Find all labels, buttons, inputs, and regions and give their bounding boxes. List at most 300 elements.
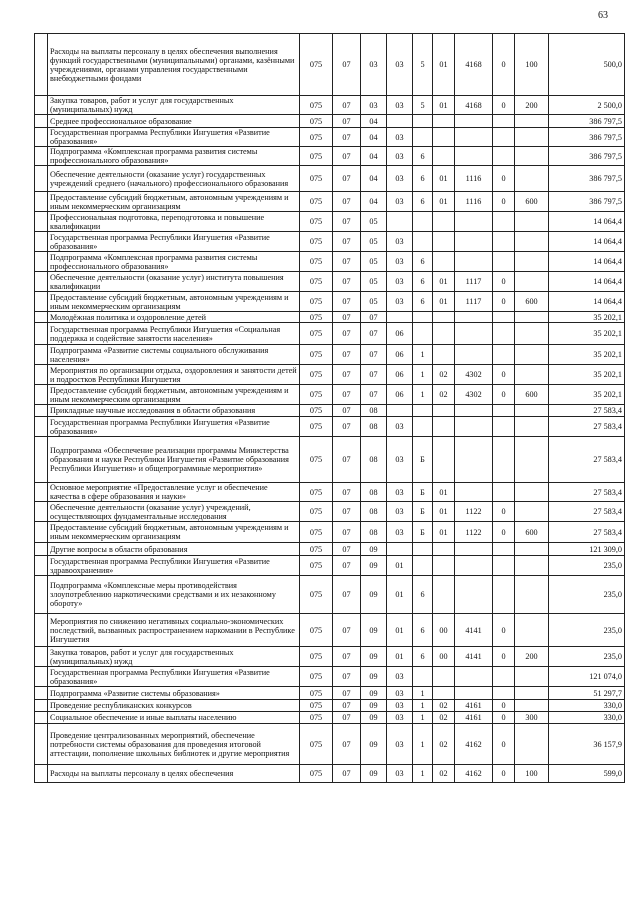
code-cell-c5: 1: [413, 385, 433, 405]
code-cell-c5: Б: [413, 483, 433, 502]
table-row: [35, 556, 625, 576]
table-row: [35, 667, 625, 687]
amount-cell: 14 064,4: [549, 272, 625, 292]
code-cell-c1: 075: [300, 272, 333, 292]
code-cell-c8: [493, 556, 515, 576]
amount-cell: 235,0: [549, 647, 625, 667]
code-cell-c2: 07: [333, 272, 361, 292]
code-cell-c5: [413, 543, 433, 556]
code-cell-c6: [433, 576, 455, 614]
code-cell-c3: 09: [361, 647, 387, 667]
code-cell-c8: [493, 128, 515, 147]
code-cell-c2: 07: [333, 34, 361, 96]
amount-cell: 35 202,1: [549, 365, 625, 385]
amount-cell: 27 583,4: [549, 437, 625, 483]
code-cell-c1: 075: [300, 292, 333, 312]
code-cell-c1: 075: [300, 522, 333, 543]
code-cell-c1: 075: [300, 96, 333, 115]
code-cell-c3: 04: [361, 128, 387, 147]
code-cell-c7: 4168: [455, 34, 493, 96]
amount-cell: 27 583,4: [549, 483, 625, 502]
table-row: [35, 252, 625, 272]
code-cell-c5: [413, 212, 433, 232]
code-cell-c2: 07: [333, 687, 361, 700]
table-row: [35, 614, 625, 647]
table-row: [35, 365, 625, 385]
table-row: [35, 765, 625, 783]
code-cell-c8: [493, 483, 515, 502]
code-cell-c7: [455, 437, 493, 483]
expense-name-cell: Предоставление субсидий бюджетным, автономным учреждениям и иным некоммерческим организациям: [48, 385, 300, 405]
expense-name-cell: Государственная программа Республики Ингушетия «Развитие образования»: [48, 232, 300, 252]
amount-cell: 14 064,4: [549, 232, 625, 252]
code-cell-c7: [455, 483, 493, 502]
code-cell-c8: 0: [493, 385, 515, 405]
code-cell-c5: 6: [413, 647, 433, 667]
code-cell-c9: [515, 272, 549, 292]
code-cell-c4: 03: [387, 712, 413, 724]
code-cell-c7: [455, 312, 493, 323]
code-cell-c4: 03: [387, 687, 413, 700]
code-cell-c5: [413, 556, 433, 576]
code-cell-c5: Б: [413, 502, 433, 522]
expense-name-cell: Основное мероприятие «Предоставление услуг и обеспечение качества в сфере образования и науки»: [48, 483, 300, 502]
code-cell-c8: 0: [493, 647, 515, 667]
code-cell-c2: 07: [333, 147, 361, 166]
code-cell-c1: 075: [300, 147, 333, 166]
table-row: [35, 292, 625, 312]
code-cell-c9: [515, 312, 549, 323]
code-cell-c2: 07: [333, 502, 361, 522]
table-row: [35, 385, 625, 405]
code-cell-c6: [433, 405, 455, 417]
table-row: [35, 405, 625, 417]
code-cell-c6: [433, 147, 455, 166]
code-cell-c3: 08: [361, 502, 387, 522]
code-cell-c4: [387, 212, 413, 232]
code-cell-c1: 075: [300, 576, 333, 614]
code-cell-c6: 02: [433, 724, 455, 765]
amount-cell: 27 583,4: [549, 522, 625, 543]
table-row: [35, 147, 625, 166]
row-margin-cell: [35, 437, 48, 483]
code-cell-c1: 075: [300, 712, 333, 724]
expense-name-cell: Другие вопросы в области образования: [48, 543, 300, 556]
code-cell-c3: 09: [361, 687, 387, 700]
code-cell-c1: 075: [300, 543, 333, 556]
table-row: [35, 576, 625, 614]
code-cell-c9: [515, 323, 549, 345]
code-cell-c5: 5: [413, 34, 433, 96]
code-cell-c2: 07: [333, 543, 361, 556]
expense-name-cell: Государственная программа Республики Ингушетия «Развитие образования»: [48, 128, 300, 147]
row-margin-cell: [35, 614, 48, 647]
amount-cell: 35 202,1: [549, 345, 625, 365]
code-cell-c2: 07: [333, 166, 361, 192]
code-cell-c2: 07: [333, 212, 361, 232]
code-cell-c1: 075: [300, 556, 333, 576]
table-row: [35, 96, 625, 115]
table-row: [35, 483, 625, 502]
amount-cell: 386 797,5: [549, 115, 625, 128]
code-cell-c4: 03: [387, 147, 413, 166]
code-cell-c5: [413, 115, 433, 128]
code-cell-c4: 03: [387, 724, 413, 765]
code-cell-c3: 03: [361, 34, 387, 96]
code-cell-c7: [455, 147, 493, 166]
code-cell-c3: 08: [361, 437, 387, 483]
code-cell-c6: 02: [433, 765, 455, 783]
code-cell-c3: 04: [361, 147, 387, 166]
expense-name-cell: Проведение централизованных мероприятий, обеспечение потребности системы образования для проведения итоговой аттестации, пополнение школьных библиотек и другие мероприятия: [48, 724, 300, 765]
code-cell-c7: 1116: [455, 192, 493, 212]
table-row: [35, 437, 625, 483]
code-cell-c8: [493, 437, 515, 483]
code-cell-c8: 0: [493, 712, 515, 724]
code-cell-c4: 03: [387, 34, 413, 96]
code-cell-c7: 4302: [455, 385, 493, 405]
code-cell-c7: [455, 405, 493, 417]
code-cell-c6: [433, 252, 455, 272]
code-cell-c1: 075: [300, 405, 333, 417]
code-cell-c8: 0: [493, 765, 515, 783]
code-cell-c1: 075: [300, 614, 333, 647]
table-row: [35, 417, 625, 437]
code-cell-c4: 03: [387, 502, 413, 522]
expense-name-cell: Подпрограмма «Комплексные меры противодействия злоупотреблению наркотическими средствами и их незаконному обороту»: [48, 576, 300, 614]
code-cell-c4: 03: [387, 166, 413, 192]
code-cell-c3: 07: [361, 365, 387, 385]
code-cell-c8: [493, 417, 515, 437]
code-cell-c7: [455, 128, 493, 147]
code-cell-c4: 06: [387, 385, 413, 405]
expense-name-cell: Профессиональная подготовка, переподготовка и повышение квалификации: [48, 212, 300, 232]
code-cell-c8: [493, 405, 515, 417]
code-cell-c1: 075: [300, 166, 333, 192]
code-cell-c3: 09: [361, 667, 387, 687]
code-cell-c3: 09: [361, 712, 387, 724]
code-cell-c2: 07: [333, 115, 361, 128]
code-cell-c3: 09: [361, 724, 387, 765]
code-cell-c9: [515, 252, 549, 272]
expense-name-cell: Среднее профессиональное образование: [48, 115, 300, 128]
amount-cell: 386 797,5: [549, 192, 625, 212]
code-cell-c7: [455, 252, 493, 272]
code-cell-c5: 1: [413, 700, 433, 712]
code-cell-c7: [455, 687, 493, 700]
code-cell-c6: 01: [433, 96, 455, 115]
code-cell-c8: [493, 667, 515, 687]
code-cell-c3: 09: [361, 576, 387, 614]
row-margin-cell: [35, 365, 48, 385]
code-cell-c2: 07: [333, 667, 361, 687]
code-cell-c3: 09: [361, 543, 387, 556]
code-cell-c4: 01: [387, 556, 413, 576]
code-cell-c8: [493, 252, 515, 272]
amount-cell: 386 797,5: [549, 166, 625, 192]
expense-name-cell: Расходы на выплаты персоналу в целях обеспечения: [48, 765, 300, 783]
code-cell-c1: 075: [300, 502, 333, 522]
code-cell-c2: 07: [333, 614, 361, 647]
code-cell-c1: 075: [300, 345, 333, 365]
code-cell-c5: [413, 128, 433, 147]
code-cell-c8: [493, 312, 515, 323]
code-cell-c8: [493, 345, 515, 365]
code-cell-c9: [515, 147, 549, 166]
amount-cell: 35 202,1: [549, 323, 625, 345]
code-cell-c5: [413, 312, 433, 323]
expense-name-cell: Государственная программа Республики Ингушетия «Развитие образования»: [48, 417, 300, 437]
code-cell-c7: 4161: [455, 712, 493, 724]
code-cell-c4: 03: [387, 192, 413, 212]
code-cell-c4: 01: [387, 576, 413, 614]
row-margin-cell: [35, 647, 48, 667]
code-cell-c4: 03: [387, 522, 413, 543]
row-margin-cell: [35, 556, 48, 576]
table-row: [35, 700, 625, 712]
table-row: [35, 312, 625, 323]
code-cell-c7: [455, 212, 493, 232]
code-cell-c2: 07: [333, 712, 361, 724]
code-cell-c9: [515, 576, 549, 614]
code-cell-c7: 1117: [455, 292, 493, 312]
code-cell-c6: 01: [433, 166, 455, 192]
code-cell-c2: 07: [333, 345, 361, 365]
code-cell-c7: 4161: [455, 700, 493, 712]
code-cell-c8: 0: [493, 365, 515, 385]
code-cell-c1: 075: [300, 667, 333, 687]
code-cell-c4: 01: [387, 614, 413, 647]
code-cell-c5: 1: [413, 724, 433, 765]
code-cell-c5: 6: [413, 147, 433, 166]
code-cell-c2: 07: [333, 96, 361, 115]
code-cell-c6: 02: [433, 365, 455, 385]
code-cell-c7: 1122: [455, 502, 493, 522]
code-cell-c7: 4302: [455, 365, 493, 385]
expense-name-cell: Подпрограмма «Развитие системы образования»: [48, 687, 300, 700]
expense-name-cell: Расходы на выплаты персоналу в целях обеспечения выполнения функций государственными (муниципальными) органами, казёнными учреждениями, органами управления государственными внебюджетными фондами: [48, 34, 300, 96]
code-cell-c4: 03: [387, 252, 413, 272]
expense-name-cell: Государственная программа Республики Ингушетия «Развитие образования»: [48, 667, 300, 687]
amount-cell: 27 583,4: [549, 502, 625, 522]
row-margin-cell: [35, 212, 48, 232]
amount-cell: 235,0: [549, 556, 625, 576]
expense-name-cell: Молодёжная политика и оздоровление детей: [48, 312, 300, 323]
code-cell-c8: 0: [493, 724, 515, 765]
code-cell-c6: 01: [433, 192, 455, 212]
expense-name-cell: Закупка товаров, работ и услуг для государственных (муниципальных) нужд: [48, 647, 300, 667]
code-cell-c6: 02: [433, 712, 455, 724]
expense-name-cell: Обеспечение деятельности (оказание услуг) государственных учреждений среднего (начального) профессионального образования: [48, 166, 300, 192]
row-margin-cell: [35, 724, 48, 765]
code-cell-c5: 1: [413, 365, 433, 385]
code-cell-c2: 07: [333, 192, 361, 212]
code-cell-c1: 075: [300, 765, 333, 783]
code-cell-c8: 0: [493, 192, 515, 212]
code-cell-c6: [433, 556, 455, 576]
code-cell-c4: 03: [387, 417, 413, 437]
code-cell-c8: 0: [493, 166, 515, 192]
code-cell-c5: 6: [413, 252, 433, 272]
code-cell-c8: 0: [493, 34, 515, 96]
code-cell-c6: 00: [433, 647, 455, 667]
amount-cell: 14 064,4: [549, 212, 625, 232]
amount-cell: 386 797,5: [549, 128, 625, 147]
code-cell-c5: [413, 232, 433, 252]
expense-name-cell: Обеспечение деятельности (оказание услуг) учреждений, осуществляющих фундаментальные исследования: [48, 502, 300, 522]
expense-name-cell: Обеспечение деятельности (оказание услуг) института повышения квалификации: [48, 272, 300, 292]
row-margin-cell: [35, 192, 48, 212]
code-cell-c9: [515, 128, 549, 147]
expense-name-cell: Подпрограмма «Комплексная программа развития системы профессионального образования»: [48, 147, 300, 166]
code-cell-c5: [413, 323, 433, 345]
expense-name-cell: Социальное обеспечение и иные выплаты населению: [48, 712, 300, 724]
row-margin-cell: [35, 252, 48, 272]
expense-name-cell: Прикладные научные исследования в области образования: [48, 405, 300, 417]
code-cell-c4: [387, 312, 413, 323]
code-cell-c4: 03: [387, 292, 413, 312]
row-margin-cell: [35, 115, 48, 128]
row-margin-cell: [35, 147, 48, 166]
code-cell-c7: [455, 543, 493, 556]
code-cell-c9: 300: [515, 712, 549, 724]
code-cell-c7: [455, 232, 493, 252]
code-cell-c7: 1116: [455, 166, 493, 192]
expense-name-cell: Государственная программа Республики Ингушетия «Социальная поддержка и содействие занятости населения»: [48, 323, 300, 345]
code-cell-c9: 100: [515, 34, 549, 96]
code-cell-c6: 02: [433, 700, 455, 712]
code-cell-c3: 08: [361, 405, 387, 417]
code-cell-c3: 09: [361, 700, 387, 712]
code-cell-c6: [433, 437, 455, 483]
code-cell-c8: 0: [493, 700, 515, 712]
code-cell-c9: [515, 115, 549, 128]
code-cell-c8: [493, 115, 515, 128]
code-cell-c9: 200: [515, 647, 549, 667]
code-cell-c7: [455, 345, 493, 365]
row-margin-cell: [35, 128, 48, 147]
table-row: [35, 712, 625, 724]
amount-cell: 27 583,4: [549, 405, 625, 417]
code-cell-c3: 08: [361, 417, 387, 437]
amount-cell: 121 074,0: [549, 667, 625, 687]
code-cell-c9: [515, 687, 549, 700]
code-cell-c4: 03: [387, 667, 413, 687]
table-row: [35, 345, 625, 365]
table-row: [35, 166, 625, 192]
code-cell-c1: 075: [300, 647, 333, 667]
code-cell-c6: 02: [433, 385, 455, 405]
code-cell-c4: 01: [387, 647, 413, 667]
code-cell-c7: 1117: [455, 272, 493, 292]
code-cell-c5: 6: [413, 192, 433, 212]
code-cell-c3: 05: [361, 252, 387, 272]
code-cell-c7: [455, 556, 493, 576]
code-cell-c8: [493, 212, 515, 232]
amount-cell: 235,0: [549, 576, 625, 614]
code-cell-c5: 6: [413, 292, 433, 312]
code-cell-c4: 03: [387, 232, 413, 252]
code-cell-c8: [493, 687, 515, 700]
code-cell-c3: 07: [361, 345, 387, 365]
code-cell-c6: [433, 232, 455, 252]
code-cell-c8: [493, 323, 515, 345]
amount-cell: 599,0: [549, 765, 625, 783]
code-cell-c2: 07: [333, 576, 361, 614]
amount-cell: 2 500,0: [549, 96, 625, 115]
code-cell-c1: 075: [300, 115, 333, 128]
row-margin-cell: [35, 700, 48, 712]
code-cell-c1: 075: [300, 700, 333, 712]
code-cell-c2: 07: [333, 128, 361, 147]
row-margin-cell: [35, 96, 48, 115]
code-cell-c9: [515, 502, 549, 522]
code-cell-c3: 04: [361, 166, 387, 192]
row-margin-cell: [35, 323, 48, 345]
code-cell-c5: 6: [413, 576, 433, 614]
code-cell-c8: 0: [493, 614, 515, 647]
code-cell-c8: [493, 232, 515, 252]
code-cell-c1: 075: [300, 192, 333, 212]
code-cell-c6: [433, 128, 455, 147]
code-cell-c3: 05: [361, 292, 387, 312]
code-cell-c3: 07: [361, 385, 387, 405]
code-cell-c9: [515, 405, 549, 417]
code-cell-c5: [413, 405, 433, 417]
code-cell-c7: 4162: [455, 724, 493, 765]
amount-cell: 14 064,4: [549, 252, 625, 272]
code-cell-c8: [493, 576, 515, 614]
code-cell-c9: 100: [515, 765, 549, 783]
row-margin-cell: [35, 405, 48, 417]
code-cell-c9: [515, 212, 549, 232]
code-cell-c5: 6: [413, 166, 433, 192]
code-cell-c3: 08: [361, 522, 387, 543]
code-cell-c9: [515, 724, 549, 765]
code-cell-c3: 04: [361, 115, 387, 128]
code-cell-c7: [455, 576, 493, 614]
row-margin-cell: [35, 712, 48, 724]
table-row: [35, 272, 625, 292]
code-cell-c2: 07: [333, 323, 361, 345]
code-cell-c8: [493, 543, 515, 556]
code-cell-c3: 08: [361, 483, 387, 502]
code-cell-c6: [433, 345, 455, 365]
code-cell-c4: 03: [387, 765, 413, 783]
code-cell-c3: 04: [361, 192, 387, 212]
table-row: [35, 34, 625, 96]
code-cell-c4: 03: [387, 437, 413, 483]
code-cell-c9: [515, 614, 549, 647]
code-cell-c1: 075: [300, 483, 333, 502]
code-cell-c1: 075: [300, 724, 333, 765]
code-cell-c4: 03: [387, 96, 413, 115]
code-cell-c3: 03: [361, 96, 387, 115]
amount-cell: 500,0: [549, 34, 625, 96]
table-row: [35, 647, 625, 667]
code-cell-c6: 01: [433, 483, 455, 502]
expense-name-cell: Государственная программа Республики Ингушетия «Развитие здравоохранения»: [48, 556, 300, 576]
code-cell-c4: 03: [387, 700, 413, 712]
code-cell-c5: 1: [413, 712, 433, 724]
amount-cell: 51 297,7: [549, 687, 625, 700]
code-cell-c6: [433, 687, 455, 700]
code-cell-c9: [515, 700, 549, 712]
row-margin-cell: [35, 385, 48, 405]
code-cell-c5: 6: [413, 614, 433, 647]
amount-cell: 330,0: [549, 700, 625, 712]
code-cell-c4: 06: [387, 365, 413, 385]
